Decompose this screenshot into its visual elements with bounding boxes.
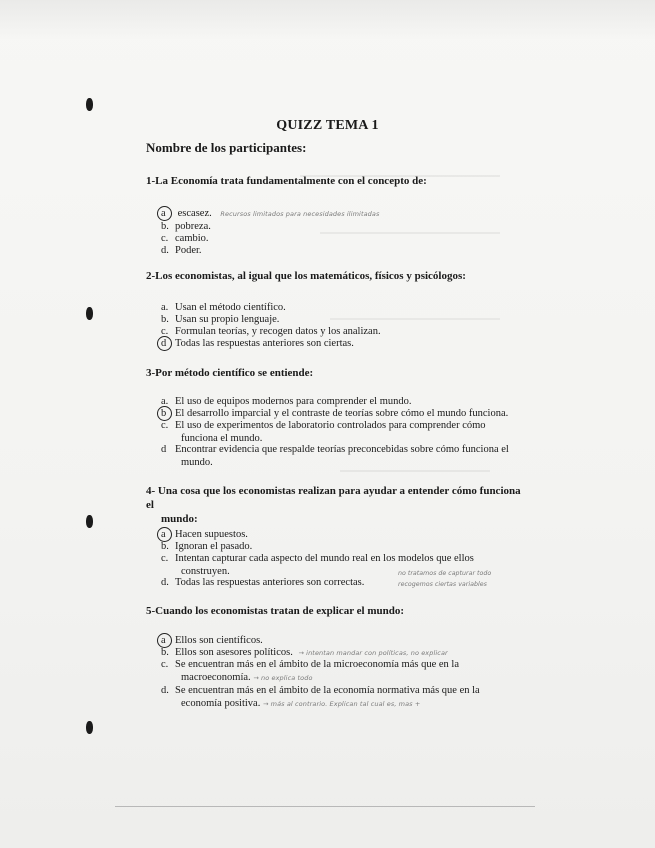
q5-option-c bbox=[161, 658, 521, 685]
binder-hole bbox=[86, 307, 93, 320]
option-letter: b. bbox=[161, 314, 169, 325]
q2-option-d bbox=[161, 337, 521, 350]
question-3: 3-Por método científico se entiende: bbox=[146, 367, 314, 379]
option-text-continued: economía positiva. → más al contrario. Explican tal cual es, mas + bbox=[181, 698, 421, 709]
option-letter: d bbox=[161, 444, 167, 455]
answer-circle-letter: a bbox=[161, 528, 175, 541]
option-text: Se encuentran más en el ámbito de la economía normativa más que en la bbox=[175, 685, 480, 696]
option-letter: d. bbox=[161, 245, 169, 256]
answer-circle bbox=[157, 206, 172, 221]
question-4 bbox=[146, 484, 526, 526]
option-text: El uso de experimentos de laboratorio controlados para comprender cómo bbox=[175, 420, 486, 431]
page-bottom-edge bbox=[115, 806, 535, 807]
option-text-continued: construyen. bbox=[181, 566, 230, 577]
handwritten-note: → intentan mandar con políticas, no explicar bbox=[298, 649, 448, 657]
option-letter: c. bbox=[161, 326, 169, 337]
q1-option-d bbox=[161, 244, 521, 257]
question-2: 2-Los economistas, al igual que los matemáticos, físicos y psicólogos: bbox=[146, 270, 466, 282]
question-1: 1-La Economía trata fundamentalmente con el concepto de: bbox=[146, 175, 427, 187]
q5-option-d bbox=[161, 684, 531, 711]
option-text: El desarrollo imparcial y el contraste de teorías sobre cómo el mundo funciona. bbox=[175, 408, 509, 419]
binder-hole bbox=[86, 721, 93, 734]
option-letter: d. bbox=[161, 685, 169, 696]
option-text: Ignoran el pasado. bbox=[175, 541, 253, 552]
option-text-continued: macroeconomía. → no explica todo bbox=[181, 672, 313, 683]
answer-circle-letter: a bbox=[161, 207, 175, 220]
option-letter: b. bbox=[161, 221, 169, 232]
option-text: Todas las respuestas anteriores son correctas. bbox=[175, 577, 365, 588]
option-text-continued: funciona el mundo. bbox=[181, 433, 263, 444]
binder-hole bbox=[86, 98, 93, 111]
participants-label: Nombre de los participantes: bbox=[146, 140, 307, 155]
option-text: Ellos son asesores políticos. bbox=[175, 647, 293, 658]
option-text: Intentan capturar cada aspecto del mundo real en los modelos que ellos bbox=[175, 553, 474, 564]
option-letter: c. bbox=[161, 420, 169, 431]
option-text: Se encuentran más en el ámbito de la microeconomía más que en la bbox=[175, 659, 459, 670]
option-text: El uso de equipos modernos para comprender el mundo. bbox=[175, 396, 412, 407]
handwritten-note: recogemos ciertas variables bbox=[398, 581, 487, 588]
scan-top-shadow bbox=[0, 0, 655, 40]
option-text: cambio. bbox=[175, 233, 209, 244]
answer-circle-letter: b bbox=[161, 407, 175, 420]
option-text: Usan su propio lenguaje. bbox=[175, 314, 280, 325]
option-letter: b. bbox=[161, 541, 169, 552]
option-text: Formulan teorías, y recogen datos y los analizan. bbox=[175, 326, 381, 337]
option-text: Poder. bbox=[175, 245, 202, 256]
quiz-title: QUIZZ TEMA 1 bbox=[276, 118, 379, 133]
option-letter: b. bbox=[161, 647, 169, 658]
option-letter: c. bbox=[161, 553, 169, 564]
option-letter: c. bbox=[161, 659, 169, 670]
option-letter: a. bbox=[161, 396, 169, 407]
question-text-continued: mundo: bbox=[161, 513, 198, 525]
answer-circle bbox=[157, 336, 172, 351]
option-text: pobreza. bbox=[175, 221, 211, 232]
option-letter: d. bbox=[161, 577, 169, 588]
option-letter: c. bbox=[161, 233, 169, 244]
option-text: Usan el método científico. bbox=[175, 302, 286, 313]
answer-circle-letter: a bbox=[161, 634, 175, 647]
answer-circle-letter: d bbox=[161, 337, 175, 350]
question-text: 4- Una cosa que los economistas realizan para ayudar a entender cómo funciona el bbox=[146, 485, 521, 511]
handwritten-note: → más al contrario. Explican tal cual es, mas + bbox=[262, 700, 421, 708]
option-text: Encontrar evidencia que respalde teorías preconcebidas sobre cómo funciona el bbox=[175, 444, 509, 455]
handwritten-note: Recursos limitados para necesidades ilimitadas bbox=[220, 210, 380, 218]
q1-option-a bbox=[161, 207, 521, 221]
option-text: escasez. bbox=[177, 208, 212, 219]
handwritten-note: → no explica todo bbox=[253, 674, 313, 682]
question-5: 5-Cuando los economistas tratan de explicar el mundo: bbox=[146, 605, 404, 617]
option-letter: a. bbox=[161, 302, 169, 313]
bleed-through bbox=[340, 470, 490, 472]
handwritten-note: no tratamos de capturar todo bbox=[398, 570, 492, 577]
option-text: Todas las respuestas anteriores son ciertas. bbox=[175, 338, 354, 349]
option-text: Hacen supuestos. bbox=[175, 529, 248, 540]
q3-option-c bbox=[161, 419, 521, 445]
option-text-continued: mundo. bbox=[181, 457, 213, 468]
q3-option-d bbox=[161, 443, 521, 469]
binder-hole bbox=[86, 515, 93, 528]
option-text: Ellos son científicos. bbox=[175, 635, 263, 646]
